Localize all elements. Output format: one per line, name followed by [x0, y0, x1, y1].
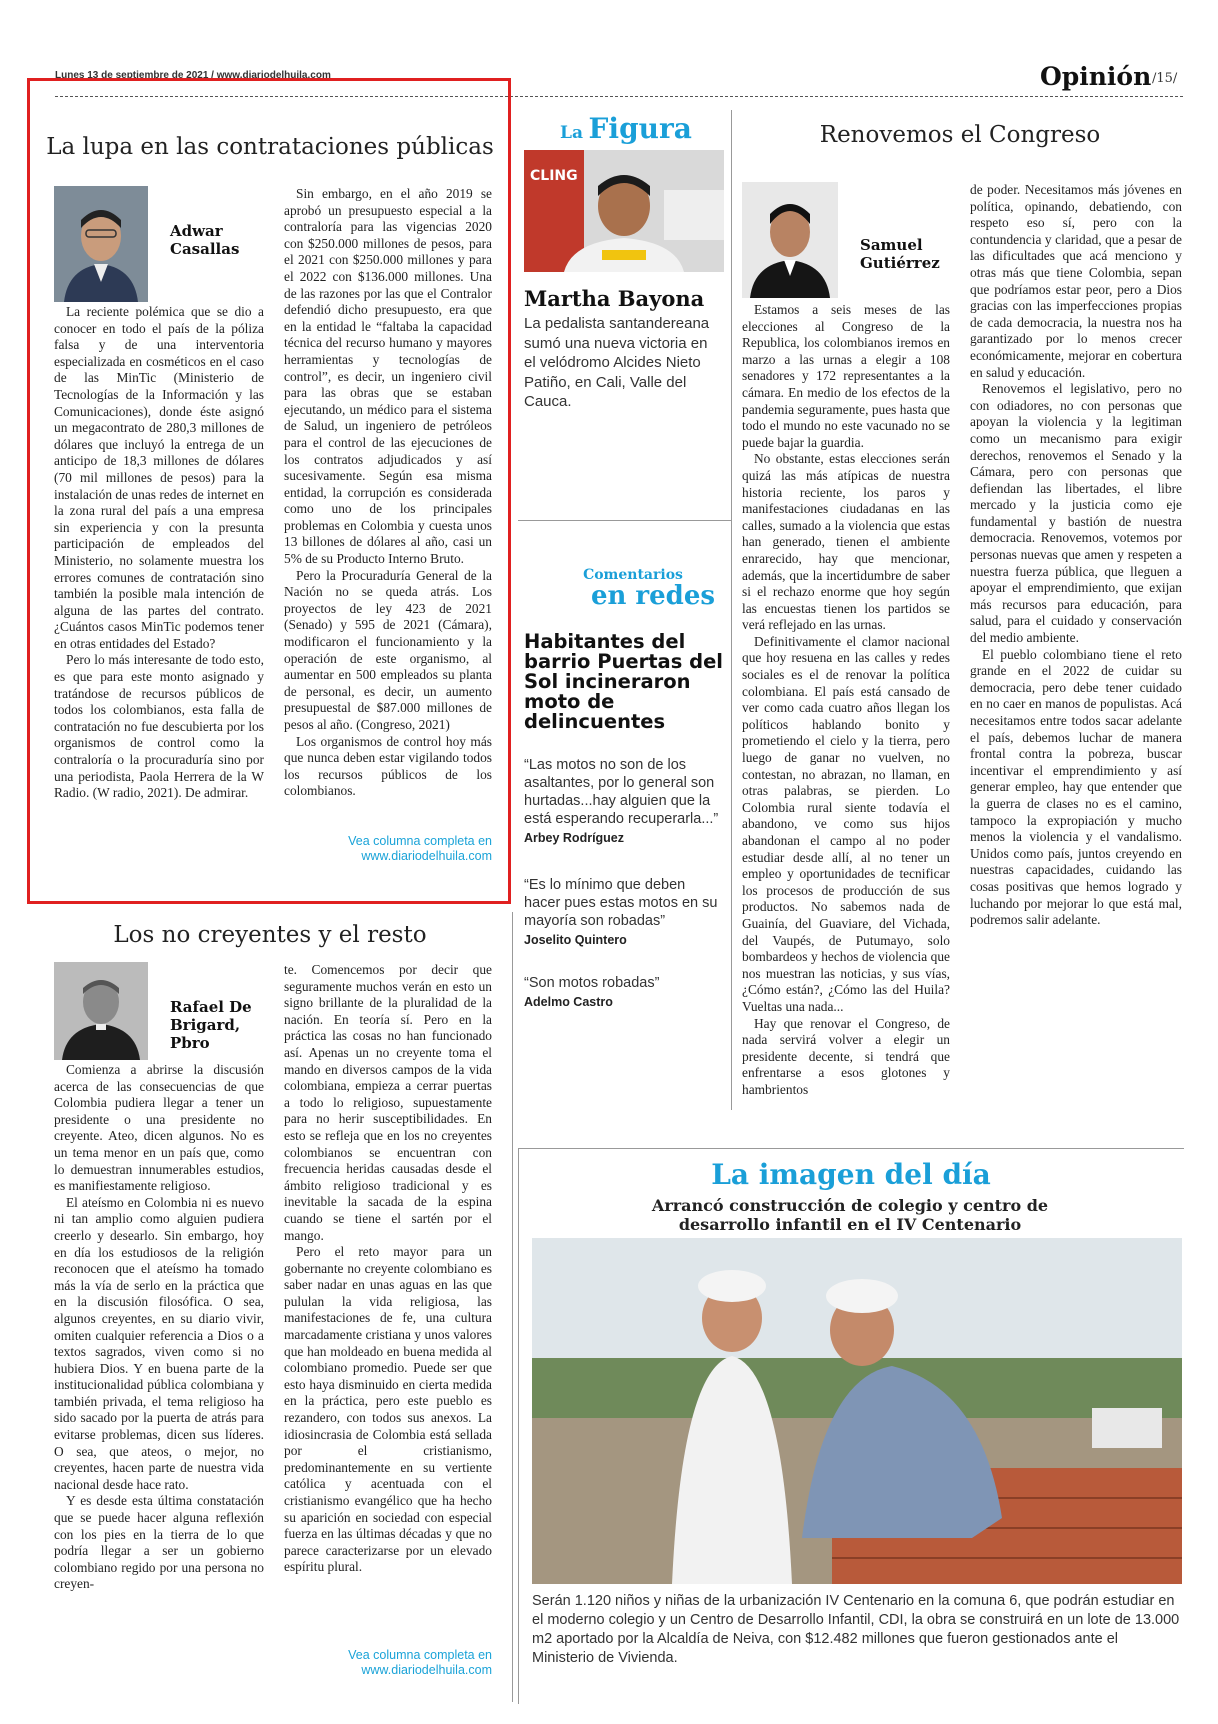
paragraph: te. Comencemos por decir que seguramente muchos verán en esto un signo brillante de la pluralidad de la nación. En teoría sí. Pero en la práctica las cosas no han funcionado así. Apenas un no creyente toma el mando en diversos campos de la vida colombiana, empieza a cerrar puertas a todo lo religioso, supuestamente para no herir susceptibilidades. En esto se refleja que en los no creyentes colombianos se encuentran con frecuencia heridas causadas desde el ámbito religioso tradicional y es inevitable la sacada de la espina cuando se tiene el sartén por el mango. [284, 962, 492, 1243]
article-creyentes-right [284, 962, 492, 1576]
author-adwar: Adwar Casallas [170, 222, 240, 258]
comment-author: Adelmo Castro [524, 995, 613, 1009]
vea-label: Vea columna completa en [348, 834, 492, 848]
figura-text: La pedalista santandereana sumó una nueva victoria en el velódromo Alcides Nieto Patiño, en Cali, Valle del Cauca. [524, 315, 710, 410]
paragraph: El ateísmo en Colombia ni es nuevo ni tan amplio como alguien pudiera creerlo y desearlo. Sin embargo, hoy en día los estudiosos de la religión reconocen que el ateísmo ha tomado más la vía de serlo en la práctica que en la discusión filosófica. O sea, algunos creyentes, en su diario vivir, omiten cualquier referencia a Dios o a textos sagrados, viven como si no hubiera Dios. Y en buena parte de la institucionalidad pública colombiana y también privada, el tema religioso ha sido sacado por la puerta de atrás para evitarse problemas, dicen sus líderes. O sea, que ateos, o mejor, no creyentes, hacen parte de nuestra vida nacional desde hace rato. [54, 1194, 264, 1492]
imagen-photo [532, 1238, 1182, 1584]
redes-comment [524, 974, 722, 1009]
paragraph: Estamos a seis meses de las elecciones al Congreso de la Republica, los colombianos iremos en marzo a las urnas a elegir a 108 senadores y 172 representantes a la cámara. En medio de los efectos de la pandemia seguramente, pues hasta que todo el mundo no este vacunado no se puede bajar la guardia. [742, 302, 950, 450]
vea-columna-link-creyentes[interactable] [284, 1648, 492, 1678]
date-line: Lunes 13 de septiembre de 2021 / www.diariodelhuila.com [55, 70, 331, 81]
article-congreso-left [742, 302, 950, 1099]
author-rafael: Rafael De Brigard, Pbro [170, 998, 252, 1052]
paragraph: Pero lo más interesante de todo esto, es que para este monto asignado y tratándose de recursos públicos de todos los colombianos, esta falla de contratación no fue descubierta por los organismos de control como la contraloría o la procuraduría sino por una periodista, Paola Herrera de la W Radio. (W radio, 2021). De admirar. [54, 652, 264, 801]
figura-label-small: La [560, 123, 583, 143]
author-photo-rafael [54, 962, 148, 1060]
author-samuel: Samuel Gutiérrez [860, 236, 940, 272]
vea-url[interactable]: www.diariodelhuila.com [361, 849, 492, 863]
figura-photo [524, 150, 724, 272]
paragraph: Hay que renovar el Congreso, de nada servirá volver a elegir un presidente decente, si tendrá que enfrentarse a esos glotones y hambrientos [742, 1015, 950, 1097]
vea-columna-link-lupa[interactable] [284, 834, 492, 864]
column-divider [731, 110, 732, 1110]
paragraph: Renovemos el legislativo, pero no con odiadores, no con personas que apoyan la violencia y la legitiman como un mecanismo para exigir derechos, renovemos el Senado y la Cámara, pero con personas que defiendan las libertades, el libre mercado y la justicia como eje fundamental y bastión de nuestra democracia. Renovemos, votemos por personas nuevas que amen y respeten a nuestra fuerza pública, que lleguen a apoyar el emprendimiento, que exijan más recursos para educación, para salud, para el cuidado y conservación del medio ambiente. [970, 381, 1182, 646]
author-photo-samuel [742, 182, 838, 298]
figura-label [560, 112, 692, 145]
comment-text: “Son motos robadas” [524, 975, 660, 991]
page-number: /15/ [1152, 71, 1178, 86]
paragraph: Los organismos de control hoy más que nunca deben estar vigilando todos los recursos públicos de los colombianos. [284, 733, 492, 799]
author-photo-adwar [54, 186, 148, 302]
column-divider [512, 912, 513, 1702]
redes-comment [524, 756, 722, 845]
paragraph: Pero la Procuraduría General de la Nación no se queda atrás. Los proyectos de ley 423 de 2021 (Senado) y 595 de 2021 (Cámara), modificaron el funcionamiento y la operación de este organismo, al aumentar en 500 empleados su planta de personal, es decir, un aumento presupuestal de $87.000 millones de pesos al año. (Congreso, 2021) [284, 567, 492, 732]
paragraph: Definitivamente el clamor nacional que hoy resuena en las calles y redes sociales es el de renovar la política colombiana. El país está cansado de ver como cada cuatro años llegan los políticos hablando bonito y prometiendo el cielo y la tierra, pero luego de ganar no vuelven, no contestan, no abrazan, no llaman, en otras palabras, se pierden. Lo Colombia rural siente todavía el abandono, ve como sus hijos abandonan el campo al no poder estudiar desde allí, al no tener un empleo y oportunidades de tecnificar los procesos de producción de sus productos. No sabemos nada de Guainía, del Guaviare, del Vichada, del Vaupés, de Putumayo, solo bombardeos y hechos de violencia que nos muestran las noticias, y sus vías, ¿Cómo están?, ¿Cómo las del Huila? Vueltas una nada... [742, 633, 950, 1014]
column-title-congreso: Renovemos el Congreso [819, 122, 1101, 148]
paragraph: La reciente polémica que se dio a conocer en todo el país de la póliza falsa y de una interventoria especializada en cosméticos en el caso de las MinTic (Ministerio de Tecnologías de la Información y las Comunicaciones), donde éste asignó un megacontrato de 280,3 millones de dólares que incluyó la entrega de un anticipo de 18,3 millones de dólares (70 mil millones de pesos) para la instalación de unas redes de internet en la zona rural del país a una empresa sin experiencia y con la presunta participación de empleados del Ministerio, no solamente muestra los errores comunes de contratación sino también la posible mala intención de alguna de las partes del contrato. ¿Cuántos casos MinTic podemos tener en otras entidades del Estado? [54, 304, 264, 651]
article-lupa-right [284, 186, 492, 800]
paragraph: No obstante, estas elecciones serán quizá las más atípicas de nuestra historia reciente, los paros y manifestaciones ciudadanas en las calles, sumado a la violencia que estas han generado, tienen el ambiente enrarecido, hay que mencionar, además, que la incertidumbre de saber si el rechazo enorme que hoy según las encuestas tienen los partidos se verá reflejado en las urnas. [742, 451, 950, 633]
section-title: Opinión [1040, 62, 1152, 91]
redes-label-big: en redes [590, 581, 716, 611]
paragraph: Comienza a abrirse la discusión acerca de las consecuencias de que Colombia pudiera llegar a tener un presidente o una presidente no creyente. Ateo, dicen algunos. No es un tema menor en un país que, como lo demuestran innumerables estudios, es manifiestamente religioso. [54, 1062, 264, 1194]
imagen-title: La imagen del día [711, 1158, 991, 1191]
redes-label-small: Comentarios [583, 567, 683, 583]
article-creyentes-left [54, 1062, 264, 1593]
comment-author: Joselito Quintero [524, 933, 627, 947]
column-title-creyentes: Los no creyentes y el resto [113, 922, 427, 948]
paragraph: Y es desde esta última constatación que se puede hacer alguna reflexión con los pies en la tierra de lo que podría llegar a ser un gobierno colombiano regido por una persona no creyen- [54, 1493, 264, 1592]
comment-author: Arbey Rodríguez [524, 831, 625, 845]
redes-comment [524, 876, 722, 947]
column-title-lupa: La lupa en las contrataciones públicas [46, 134, 494, 160]
imagen-subtitle: Arrancó construcción de colegio y centro de desarrollo infantil en el IV Centenario [651, 1196, 1049, 1234]
imagen-caption: Serán 1.120 niños y niñas de la urbanización IV Centenario en la comuna 6, que podrán estudiar en el moderno colegio y un Centro de Desarrollo Infantil, CDI, la obra se construirá en un lote de 13.000 m2 aportado por la Alcaldía de Neiva, con $12.482 millones que fueron gestionados ante el Ministerio de Vivienda. [532, 1593, 1180, 1666]
paragraph: Sin embargo, en el año 2019 se aprobó un presupuesto especial a la contraloría para las vigencias 2020 con $250.000 millones de pesos, para el 2021 con $250.000 millones y para el 2022 con $136.000 millones. Una de las razones por las que el Contralor defendió dicho presupuesto, era que en la entidad le “faltaba la capacidad técnica del recurso humano y mayores herramientas y tecnologías de control”, es decir, un ingeniero civil para las obras que se estaban ejecutando, un médico para el sistema de Salud, un ingeniero de petróleos para el control de las ejecuciones de los contratos adjudicados y así sucesivamente. Según esa misma entidad, la corrupción es considerada como uno de los principales problemas en Colombia y cuesta unos 13 billones de dólares al año, casi un 5% de su Producto Interno Bruto. [284, 186, 492, 567]
figura-label-big: Figura [588, 112, 692, 145]
redes-headline: Habitantes del barrio Puertas del Sol incineraron moto de delincuentes [524, 630, 723, 733]
figura-name: Martha Bayona [524, 286, 705, 311]
svg-text:CLING: CLING [530, 168, 578, 184]
comment-text: “Las motos no son de los asaltantes, por lo general son hurtadas...hay alguien que la está esperando recuperarla...” [524, 757, 719, 827]
paragraph: de poder. Necesitamos más jóvenes en política, opinando, debatiendo, con respeto eso sí, pero con la contundencia y claridad, que a pesar de las dificultades que acá menciono y otras más que tiene Colombia, sepan que podríamos estar peor, pero a Dios gracias con las imperfecciones propias de cada democracia, la nuestra nos ha garantizado por lo menos crecer económicamente, mejorar en cobertura en salud y educación. [970, 182, 1182, 380]
article-lupa-left [54, 304, 264, 802]
redes-label [548, 568, 718, 610]
paragraph: Pero el reto mayor para un gobernante no creyente colombiano es saber nadar en unas aguas en las que pululan la vida religiosa, las manifestaciones de fe, una cultura marcadamente cristiana y unos valores que han moldeado en buena medida al colombiano promedio. Puede ser que esto haya disminuido en cierta medida en la práctica, pero este pueblo es rezandero, con todos sus anexos. La idiosincrasia de Colombia está sellada por el cristianismo, predominantemente en su vertiente católica y acentuada con el cristianismo evangélico que ha hecho su aparición en sociedad con especial fuerza en las últimas décadas y que no parece caracterizarse por un elevado espíritu plural. [284, 1244, 492, 1575]
section-divider [518, 520, 731, 521]
comment-text: “Es lo mínimo que deben hacer pues estas motos en su mayoría son robadas” [524, 877, 718, 929]
paragraph: El pueblo colombiano tiene el reto grande en el 2022 de cuidar su democracia, pero debe tener cuidado en no caer en manos de populistas. Acá necesitamos entre todos sacar adelante el país, debemos luchar de manera frontal contra la pobreza, buscar incentivar el emprendimiento y así generar empleo, hay que entender que la guerra de clases no es el camino, tampoco la expropiación y mucho menos la violencia y el vandalismo. Unidos como país, juntos creyendo en nuestras capacidades, cuidando las cosas positivas que hemos logrado y luchando por mejorar lo que está mal, podremos salir adelante. [970, 646, 1182, 928]
article-congreso-right [970, 182, 1182, 929]
vea-label: Vea columna completa en [348, 1648, 492, 1662]
vea-url[interactable]: www.diariodelhuila.com [361, 1663, 492, 1677]
